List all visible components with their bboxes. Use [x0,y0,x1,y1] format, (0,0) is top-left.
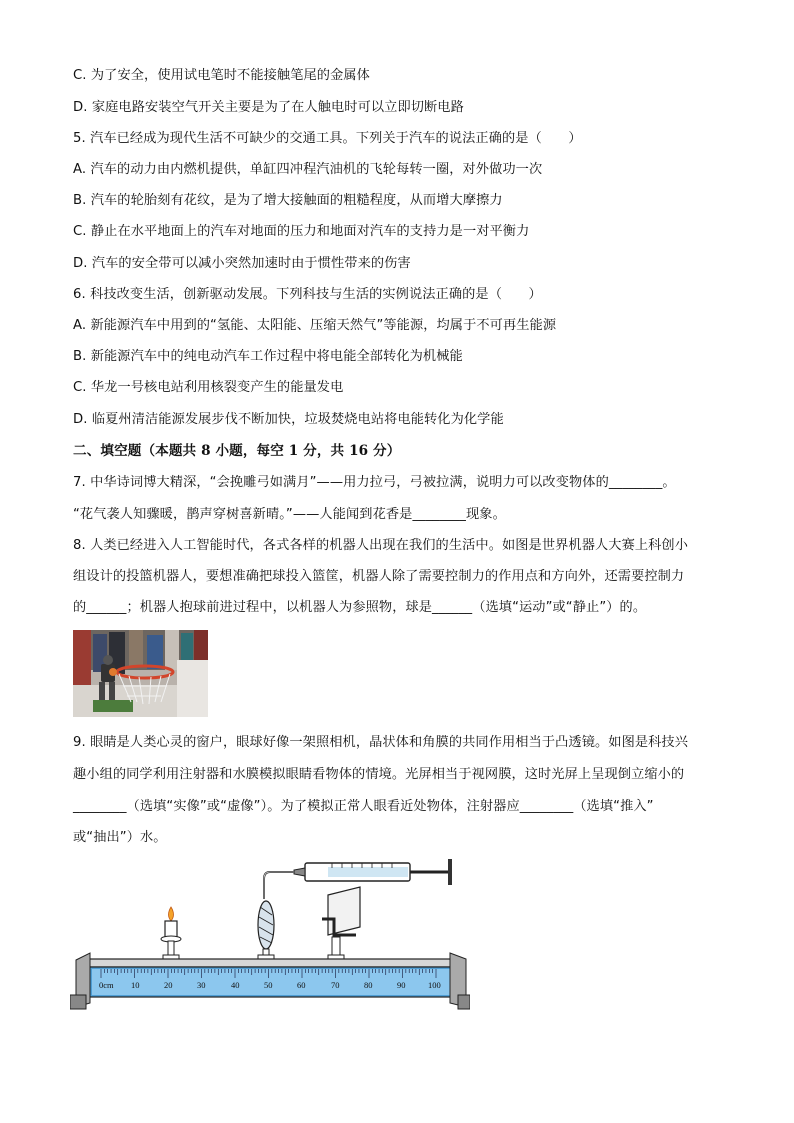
ruler-label-90: 90 [397,980,406,990]
question-8: 8. 人类已经进入人工智能时代，各式各样的机器人出现在我们的生活中。如图是世界机器人大赛上科创小 [73,538,689,553]
ruler-label-60: 60 [297,980,306,990]
question-9: 9. 眼睛是人类心灵的窗户，眼球好像一架照相机，晶状体和角膜的共同作用相当于凸透镜。如图是科技兴 [73,735,689,750]
optical-bench-diagram [70,855,470,1013]
question-9-line4: 或“抽出”）水。 [73,830,167,845]
robot-basketball-photo [73,630,208,717]
ruler-label-20: 20 [164,980,173,990]
ruler-label-40: 40 [231,980,240,990]
question-8-line2: 组设计的投篮机器人，要想准确把球投入篮筐，机器人除了需要控制力的作用点和方向外，还需要控制力 [73,569,685,584]
option-5d: D. 汽车的安全带可以减小突然加速时由于惯性带来的伤害 [73,256,411,271]
ruler-label-80: 80 [364,980,373,990]
question-6: 6. 科技改变生活，创新驱动发展。下列科技与生活的实例说法正确的是（ ） [73,287,542,302]
line-1: C. 为了安全，使用试电笔时不能接触笔尾的金属体 [73,68,370,83]
option-5a: A. 汽车的动力由内燃机提供，单缸四冲程汽油机的飞轮每转一圈，对外做功一次 [73,162,543,177]
ruler-label-0: 0cm [99,980,114,990]
question-7-line2: “花气袭人知骤暖，鹊声穿树喜新晴。”——人能闻到花香是________现象。 [73,507,506,522]
option-6d: D. 临夏州清洁能源发展步伐不断加快，垃圾焚烧电站将电能转化为化学能 [73,412,504,427]
ruler-label-70: 70 [331,980,340,990]
line-2: D. 家庭电路安装空气开关主要是为了在人触电时可以立即切断电路 [73,100,464,115]
light-screen [322,887,360,959]
candle [161,907,181,959]
question-5: 5. 汽车已经成为现代生活不可缺少的交通工具。下列关于汽车的说法正确的是（ ） [73,131,582,146]
option-6c: C. 华龙一号核电站利用核裂变产生的能量发电 [73,380,344,395]
option-6b: B. 新能源汽车中的纯电动汽车工作过程中将电能全部转化为机械能 [73,349,463,364]
option-6a: A. 新能源汽车中用到的“氢能、太阳能、压缩天然气”等能源，均属于不可再生能源 [73,318,557,333]
ruler-label-50: 50 [264,980,273,990]
option-5b: B. 汽车的轮胎刻有花纹，是为了增大接触面的粗糙程度，从而增大摩擦力 [73,193,503,208]
ruler-label-10: 10 [131,980,140,990]
ruler-label-100: 100 [428,980,441,990]
option-5c: C. 静止在水平地面上的汽车对地面的压力和地面对汽车的支持力是一对平衡力 [73,224,530,239]
water-lens [258,901,274,959]
ruler-label-30: 30 [197,980,206,990]
question-9-line2: 趣小组的同学利用注射器和水膜模拟眼睛看物体的情境。光屏相当于视网膜，这时光屏上呈现倒立缩小的 [73,767,685,782]
question-9-line3: ________（选填“实像”或“虚像”）。为了模拟正常人眼看近处物体，注射器应________（选填“推入” [73,799,654,814]
section-heading: 二、填空题（本题共 8 小题，每空 1 分，共 16 分） [73,443,401,459]
question-7: 7. 中华诗词博大精深，“会挽雕弓如满月”——用力拉弓，弓被拉满，说明力可以改变物体的________。 [73,475,676,490]
question-8-line3: 的______；机器人抱球前进过程中，以机器人为参照物，球是______（选填“运动”或“静止”）的。 [73,600,647,615]
